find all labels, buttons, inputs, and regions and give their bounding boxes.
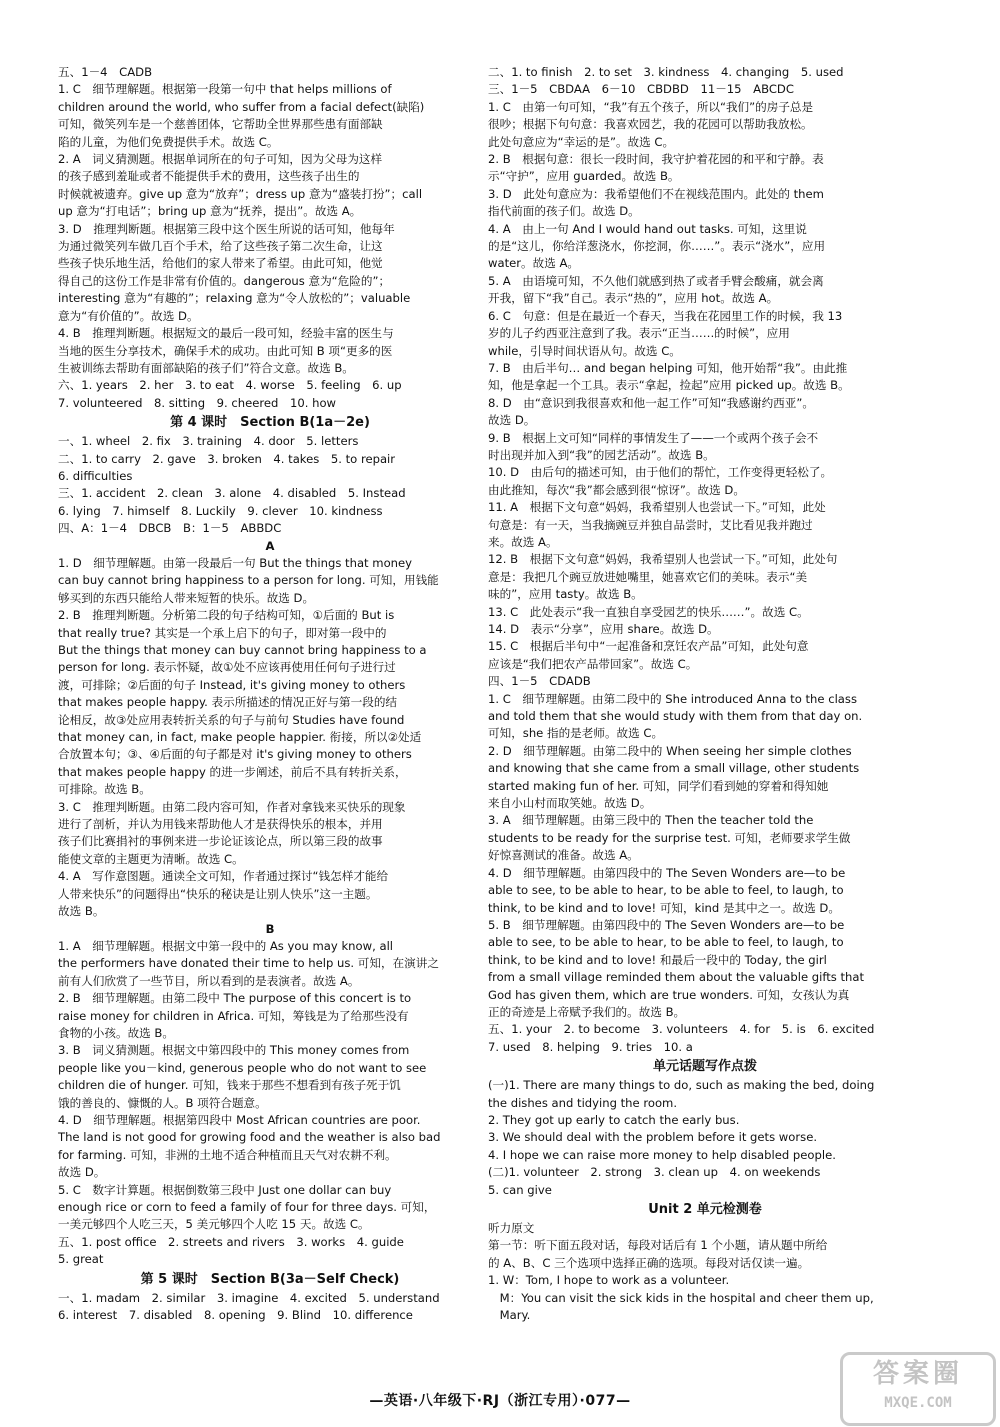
answer-line: 3. D 推理判断题。根据第三段中这个医生所说的话可知，他每年	[58, 221, 395, 236]
answer-line: 人带来快乐”的问题得出“快乐的秘诀是让别人快乐”这一主题。	[58, 886, 378, 901]
answer-line: the performers have donated their time to help us. 可知，在演讲之	[58, 956, 439, 971]
answer-line: 6. lying 7. himself 8. Luckily 9. clever 10. kindness	[58, 503, 383, 518]
answer-line: 2. A 词义猜测题。根据单词所在的句子可知，因为父母为这样	[58, 152, 383, 167]
answer-line: 由此推知，每次“我”都会感到很“惊讶”。故选 D。	[488, 482, 745, 497]
answer-line: 前有人们欣赏了一些节目，所以看到的是表演者。故选 A。	[58, 973, 360, 988]
answer-line: students to be ready for the surprise test. 可知，老师要求学生做	[488, 830, 851, 845]
answer-line: 5. C 数字计算题。根据倒数第三段中 Just one dollar can buy	[58, 1182, 392, 1197]
answer-line: 开我，留下“我”自己。表示“热的”，应用 hot。故选 A。	[488, 291, 779, 306]
answer-line: person for long. 表示怀疑，故①处不应该再使用任何句子进行过	[58, 660, 396, 675]
answer-line: 2. They got up early to catch the early bus.	[488, 1112, 740, 1127]
watermark-text: 答案圈	[872, 1359, 963, 1389]
answer-line: 为通过微笑列车做几百个手术，给了这些孩子第二次生命，让这	[58, 239, 383, 254]
answer-line: 第一节：听下面五段对话，每段对话后有 1 个小题，请从题中所给	[488, 1238, 828, 1253]
answer-line: 时候就被遗弃。give up 意为“放弃”；dress up 意为“盛装打扮”；call	[58, 186, 423, 201]
answer-line: and told them that she would study with them from that day on.	[488, 709, 863, 724]
answer-line: able to see, to be able to hear, to be able to feel, to laugh, to	[488, 935, 844, 950]
answer-line: water。故选 A。	[488, 256, 580, 271]
answer-line: 故选 D。	[58, 1165, 106, 1180]
answer-line: 4. A 写作意图题。通读全文可知，作者通过探讨“钱怎样才能给	[58, 869, 389, 884]
answer-line: 3. B 词义猜测题。根据文中第四段中的 This money comes from	[58, 1043, 410, 1058]
answer-line: 生被训练去帮助有面部缺陷的孩子们”符合文意。故选 B。	[58, 360, 354, 375]
answer-line: 7. volunteered 8. sitting 9. cheered 10. how	[58, 395, 337, 410]
answer-line: 示“守护”，应用 guarded。故选 B。	[488, 169, 680, 184]
answer-line: 三、1－5 CBDAA 6－10 CBDBD 11－15 ABCDC	[488, 82, 794, 97]
answer-line: (一)1. There are many things to do, such as making the bed, doing	[488, 1078, 875, 1093]
answer-line: 六、1. years 2. her 3. to eat 4. worse 5. feeling 6. up	[58, 378, 402, 393]
answer-line: while，引导时间状语从句。故选 C。	[488, 343, 681, 358]
answer-line: 10. D 由后句的描述可知，由于他们的帮忙，工作变得更轻松了。	[488, 465, 833, 480]
answer-line: up 意为“打电话”；bring up 意为“抚养，提出”。故选 A。	[58, 204, 362, 219]
answer-line: 8. D 由“意识到我很喜欢和他一起工作”可知“我感谢约西亚”。	[488, 395, 814, 410]
answer-line: 故选 D。	[488, 413, 536, 428]
answer-line: can buy cannot bring happiness to a person for long. 可知，用钱能	[58, 573, 439, 588]
answer-line: 可知，微笑列车是一个慈善团体，它帮助全世界那些患有面部缺	[58, 117, 383, 132]
answer-line: 4. D 细节理解题。由第四段中的 The Seven Wonders are—to be	[488, 865, 846, 880]
answer-line: think, to be kind and to love! 和最后一段中的 Today, the girl	[488, 952, 827, 967]
answer-line: 食物的小孩。故选 B。	[58, 1025, 174, 1040]
answer-line: 7. used 8. helping 9. tries 10. a	[488, 1039, 693, 1054]
answer-line: 二、1. to carry 2. gave 3. broken 4. takes 5. to repair	[58, 451, 396, 466]
answer-line: interesting 意为“有趣的”；relaxing 意为“令人放松的”；valuable	[58, 291, 411, 306]
answer-line: the dishes and tidying the room.	[488, 1095, 678, 1110]
answer-line: 3. A 细节理解题。由第三段中的 Then the teacher told the	[488, 813, 814, 828]
answer-line: from a small village reminded them about the valuable gifts that	[488, 970, 865, 985]
answer-line: God has given them, which are true wonders. 可知，女孩认为真	[488, 987, 850, 1002]
answer-line: 1. C 由第一句可知，“我”有五个孩子，所以“我们”的房子总是	[488, 99, 814, 114]
answer-line: 2. B 推理判断题。分析第二段的句子结构可知，①后面的 But is	[58, 608, 395, 623]
answer-line: 得自己的这份工作是非常有价值的。dangerous 意为“危险的”；	[58, 273, 391, 288]
answer-line: started making fun of her. 可知，同学们看到她的穿着和得知她	[488, 778, 829, 793]
answer-line: 论相反，故③处应用表转折关系的句子与前句 Studies have found	[58, 712, 405, 727]
answer-line: 6. C 句意：但是在最近一个春天，当我在花园里工作的时候，我 13	[488, 308, 843, 323]
answer-line: 五、1－4 CADB	[58, 65, 153, 79]
answer-line: think, to be kind and to love! 可知，kind 是其中之一。故选 D。	[488, 900, 840, 915]
answer-line: 渡，可排除；②后面的句子 Instead, it's giving money to others	[58, 677, 406, 692]
answer-line: 二、1. to finish 2. to set 3. kindness 4. changing 5. used	[488, 65, 844, 79]
answer-line: 句意是：有一天，当我摘豌豆并独自品尝时，艾比看见我并跑过	[488, 517, 813, 532]
answer-line: children die of hunger. 可知，钱来于那些不想看到有孩子死于饥	[58, 1078, 401, 1093]
section-heading: Unit 2 单元检测卷	[648, 1202, 762, 1217]
answer-line: 来。故选 A。	[488, 534, 558, 549]
answer-line: 的 A、B、C 三个选项中选择正确的选项。每段对话仅读一遍。	[488, 1255, 810, 1270]
answer-line: 够买到的东西只能给人带来短暂的快乐。故选 D。	[58, 590, 315, 605]
answer-line: 3. We should deal with the problem before it gets worse.	[488, 1130, 818, 1145]
answer-line: 5. B 细节理解题。由第四段中的 The Seven Wonders are—to be	[488, 917, 845, 932]
answer-line: people like you－kind, generous people who do not want to see	[58, 1060, 427, 1075]
answer-line: 5. great	[58, 1252, 104, 1267]
section-heading: 单元话题写作点拨	[652, 1059, 757, 1075]
answer-line: 4. A 由上一句 And I would hand out tasks. 可知，这里说	[488, 221, 807, 236]
answer-line: 2. B 细节理解题。由第二段中 The purpose of this concert is to	[58, 991, 412, 1006]
answer-line: 指代前面的孩子们。故选 D。	[488, 204, 640, 219]
answer-line: 7. B 由后半句… and began helping 可知，他开始帮“我”。由此推	[488, 360, 848, 375]
section-heading: 第 5 课时 Section B(3a－Self Check)	[140, 1271, 400, 1287]
answer-line: 11. A 根据下文句意“妈妈，我希望别人也尝试一下。”可知，此处	[488, 500, 826, 515]
answer-line: 知，他是拿起一个工具。表示“拿起，捡起”应用 picked up。故选 B。	[488, 378, 850, 393]
answer-line: 1. W：Tom, I hope to work as a volunteer.	[488, 1273, 730, 1288]
answer-line: 四、A：1－4 DBCB B：1－5 ABBDC	[58, 521, 282, 536]
answer-line: 当地的医生分享技术，确保手术的成功。由此可知 B 项“更多的医	[58, 343, 393, 358]
answer-line: 3. C 推理判断题。由第二段内容可知，作者对拿钱来买快乐的现象	[58, 799, 406, 814]
answer-line: 饿的善良的、慷慨的人。B 项符合题意。	[58, 1095, 267, 1110]
answer-line: 应该是“我们把农产品带回家”。故选 C。	[488, 656, 698, 671]
answer-line: 时出现并加入到“我”的园艺活动”。故选 B。	[488, 447, 715, 462]
page-footer: —英语·八年级下·RJ（浙江专用）·077—	[369, 1393, 631, 1409]
answer-line: children around the world, who suffer from a facial defect(缺陷)	[58, 99, 425, 114]
answer-line: that money can, in fact, make people happier. 衔接，所以②处适	[58, 730, 422, 745]
answer-line: 三、1. accident 2. clean 3. alone 4. disabled 5. Instead	[58, 486, 406, 501]
answer-line: 1. D 细节理解题。由第一段最后一句 But the things that money	[58, 555, 413, 570]
answer-line: Mary.	[488, 1308, 531, 1323]
answer-line: 一美元够四个人吃三天，5 美元够四个人吃 15 天。故选 C。	[58, 1217, 370, 1232]
answer-line: 可排除。故选 B。	[58, 782, 151, 797]
section-heading: 第 4 课时 Section B(1a－2e)	[170, 415, 370, 431]
answer-line: 9. B 根据上文可知“同样的事情发生了——一个或两个孩子会不	[488, 430, 819, 445]
answer-line: 来自小山村而取笑她。故选 D。	[488, 796, 652, 811]
answer-line: 听力原文	[488, 1221, 535, 1235]
answer-line: 孩子们比赛捐衬的事例来进一步论证该论点，所以第三段的故事	[58, 834, 383, 849]
answer-line: 此处句意应为“幸运的是”。故选 C。	[488, 134, 675, 149]
answer-line: 6. interest 7. disabled 8. opening 9. Blind 10. difference	[58, 1308, 413, 1323]
answer-line: 1. C 细节理解题。由第二段中的 She introduced Anna to the class	[488, 691, 857, 706]
answer-line: 味的”，应用 tasty。故选 B。	[488, 587, 643, 602]
answer-line: 故选 B。	[58, 904, 105, 919]
answer-line: 1. A 细节理解题。根据文中第一段中的 As you may know, all	[58, 938, 394, 953]
answer-line: 可知，she 指的是老师。故选 C。	[488, 726, 664, 741]
left-column	[58, 64, 482, 1324]
watermark-logo	[840, 1352, 996, 1426]
passage-label: A	[265, 538, 275, 553]
answer-line: 意为“有价值的”。故选 D。	[58, 308, 199, 323]
answer-line: 2. D 细节理解题。由第二段中的 When seeing her simple clothes	[488, 743, 852, 758]
answer-line: 13. C 此处表示“我一直独自享受园艺的快乐……”。故选 C。	[488, 604, 809, 619]
answer-line: 合放置本句；③、④后面的句子都是对 it's giving money to others	[58, 747, 412, 762]
answer-line: 15. C 根据后半句中“一起准备和烹饪农产品”可知，此处句意	[488, 639, 809, 654]
answer-line: 正的奇迹是上帝赋予我们的。故选 B。	[488, 1004, 686, 1019]
answer-line: 好惊喜测试的准备。故选 A。	[488, 848, 639, 863]
answer-line: enough rice or corn to feed a family of four for three days. 可知，	[58, 1200, 436, 1214]
answer-line: But the things that money can buy cannot bring happiness to a	[58, 643, 427, 657]
answer-line: 很吵；根据下句句意：我喜欢园艺，我的花园可以帮助我放松。	[488, 117, 813, 132]
answer-line: 12. B 根据下文句意“妈妈，我希望别人也尝试一下。”可知，此处句	[488, 552, 838, 567]
answer-line: 3. D 此处句意应为：我希望他们不在视线范围内。此处的 them	[488, 186, 824, 201]
answer-line: 1. C 细节理解题。根据第一段第一句中 that helps millions of	[58, 82, 392, 97]
answer-line: 进行了剖析，并认为用钱来帮助他人才是获得快乐的根本，并用	[58, 817, 383, 832]
answer-line: 4. I hope we can raise more money to help disabled people.	[488, 1147, 836, 1162]
answer-line: 14. D 表示“分享”，应用 share。故选 D。	[488, 622, 719, 636]
answer-line: 一、1. wheel 2. fix 3. training 4. door 5. letters	[58, 434, 359, 449]
answer-line: 岁的儿子约西亚注意到了我。表示“正当……的时候”，应用	[488, 326, 790, 341]
answer-line: 能使文章的主题更为清晰。故选 C。	[58, 851, 244, 866]
answer-line: 5. A 由语境可知，不久他们就感到热了或者手臂会酸痛，就会离	[488, 273, 824, 288]
answer-line: 4. D 细节理解题。根据第四段中 Most African countries are poor.	[58, 1112, 421, 1127]
answer-line: that makes people happy 的进一步阐述，前后不具有转折关系，	[58, 764, 407, 779]
answer-line: 的是“这儿，你给洋葱浇水，你挖洞，你……”。表示“浇水”，应用	[488, 239, 826, 254]
right-column	[488, 64, 922, 1324]
answer-line: 5. can give	[488, 1182, 552, 1197]
answer-line: The land is not good for growing food and the weather is also bad	[58, 1130, 441, 1145]
answer-line: 些孩子快乐地生活，给他们的家人带来了希望。由此可知，他觉	[58, 256, 383, 271]
watermark-url: MXQE.COM	[884, 1395, 952, 1411]
answer-line: able to see, to be able to hear, to be able to feel, to laugh, to	[488, 883, 844, 898]
answer-line: 的孩子感到羞耻或者不能提供手术的费用，这些孩子出生的	[58, 169, 360, 184]
answer-line: 2. B 根据句意：很长一段时间，我守护着花园的和平和宁静。表	[488, 152, 824, 167]
answer-line: 五、1. your 2. to become 3. volunteers 4. for 5. is 6. excited	[488, 1022, 875, 1037]
answer-line: 一、1. madam 2. similar 3. imagine 4. excited 5. understand	[58, 1290, 440, 1305]
answer-line: 4. B 推理判断题。根据短文的最后一段可知，经验丰富的医生与	[58, 326, 394, 341]
answer-line: 陷的儿童，为他们免费提供手术。故选 C。	[58, 134, 279, 149]
answer-line: 意是：我把几个豌豆放进她嘴里，她喜欢它们的美味。表示“美	[488, 569, 808, 584]
passage-label: B	[265, 921, 275, 936]
answer-line: raise money for children in Africa. 可知，筹钱是为了给那些没有	[58, 1008, 409, 1023]
answer-line: M：You can visit the sick kids in the hospital and cheer them up,	[488, 1290, 874, 1305]
answer-line: and knowing that she came from a small village, other students	[488, 761, 860, 776]
answer-line: 四、1－5 CDADB	[488, 674, 591, 689]
answer-line: 6. difficulties	[58, 468, 133, 483]
answer-line: for farming. 可知，非洲的土地不适合种植而且天气对农耕不利。	[58, 1147, 397, 1162]
answer-line: that really true? 其实是一个承上启下的句子，即对第一段中的	[58, 625, 387, 640]
answer-line: 五、1. post office 2. streets and rivers 3. works 4. guide	[58, 1234, 404, 1249]
answer-line: (二)1. volunteer 2. strong 3. clean up 4. on weekends	[488, 1165, 821, 1180]
answer-line: that makes people happy. 表示所描述的情况正好与第一段的结	[58, 695, 398, 710]
